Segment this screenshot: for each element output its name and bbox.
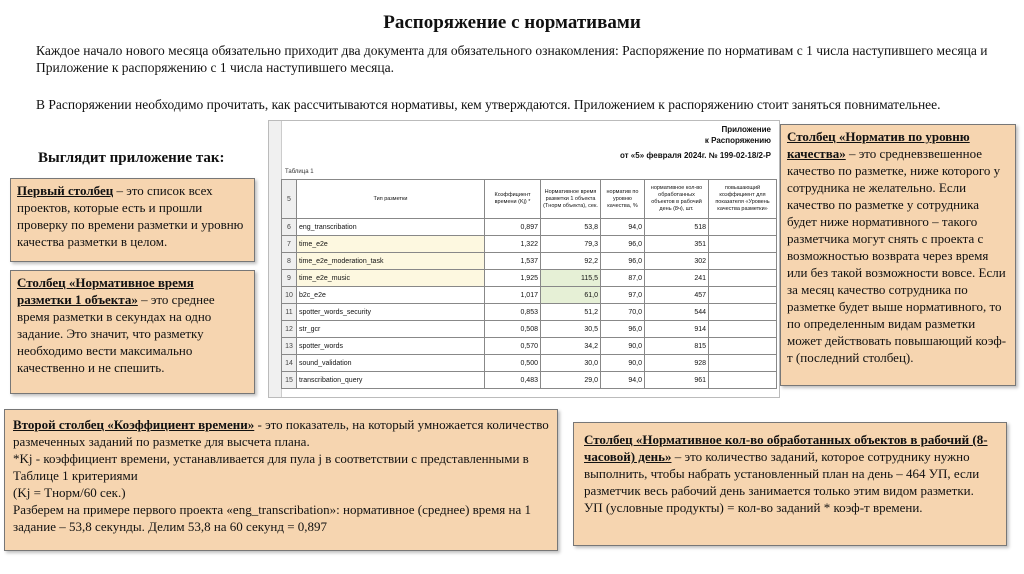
cell-markup-type: spotter_words	[297, 338, 485, 355]
row-number: 8	[282, 253, 297, 270]
cell-quality: 94,0	[601, 219, 645, 236]
row-number: 15	[282, 372, 297, 389]
time-coefficient-note	[4, 409, 558, 551]
cell-daily-count: 961	[645, 372, 709, 389]
cell-norm-time: 79,3	[541, 236, 601, 253]
cell-markup-type: eng_transcribation	[297, 219, 485, 236]
cell-norm-time: 53,8	[541, 219, 601, 236]
cell-daily-count: 302	[645, 253, 709, 270]
table-row	[282, 236, 777, 253]
cell-daily-count: 351	[645, 236, 709, 253]
looks-like-label: Выглядит приложение так:	[38, 150, 225, 166]
cell-quality: 70,0	[601, 304, 645, 321]
table-row	[282, 270, 777, 287]
cell-daily-count: 914	[645, 321, 709, 338]
cell-quality: 87,0	[601, 270, 645, 287]
table-row	[282, 219, 777, 236]
norm-time-note	[10, 270, 255, 394]
cell-markup-type: time_e2e	[297, 236, 485, 253]
row-number: 5	[282, 180, 297, 219]
norms-table	[281, 179, 777, 389]
cell-coefficient: 1,322	[485, 236, 541, 253]
cell-bonus-coef	[709, 236, 777, 253]
cell-bonus-coef	[709, 321, 777, 338]
cell-coefficient: 0,483	[485, 372, 541, 389]
cell-quality: 90,0	[601, 355, 645, 372]
table-caption: Таблица 1	[285, 169, 314, 175]
cell-quality: 90,0	[601, 338, 645, 355]
appendix-header-line-3: от «5» февраля 2024г. № 199-02-18/2-Р	[619, 151, 771, 160]
appendix-header-line-2: к Распоряжению	[704, 136, 771, 145]
col-header: Нормативное время разметки 1 объекта (Тнорм объекта), сек.	[541, 180, 601, 219]
appendix-header-line-1: Приложение	[721, 125, 771, 134]
cell-norm-time: 30,5	[541, 321, 601, 338]
note-heading: Второй столбец «Коэффициент времени»	[13, 417, 255, 432]
cell-quality: 96,0	[601, 321, 645, 338]
note-heading: Первый столбец	[17, 183, 114, 198]
cell-daily-count: 457	[645, 287, 709, 304]
cell-bonus-coef	[709, 372, 777, 389]
cell-coefficient: 1,537	[485, 253, 541, 270]
note-text: УП (условные продукты) = кол-во заданий * коэф-т времени.	[584, 500, 923, 515]
table-row	[282, 304, 777, 321]
cell-daily-count: 518	[645, 219, 709, 236]
col-header: нормативное кол-во обработанных объектов в рабочий день (8ч), шт.	[645, 180, 709, 219]
note-text: (Kj = Тнорм/60 сек.)	[13, 485, 126, 500]
row-number: 12	[282, 321, 297, 338]
cell-norm-time: 29,0	[541, 372, 601, 389]
col-header: Тип разметки	[297, 180, 485, 219]
first-column-note	[10, 178, 255, 262]
note-text: Разберем на примере первого проекта «eng_transcribation»: нормативное (среднее) время на 1 задание – 53,8 секунды. Делим 53,8 на 60 секунд = 0,897	[13, 502, 532, 534]
cell-quality: 97,0	[601, 287, 645, 304]
cell-bonus-coef	[709, 304, 777, 321]
cell-markup-type: b2c_e2e	[297, 287, 485, 304]
cell-daily-count: 815	[645, 338, 709, 355]
cell-quality: 96,0	[601, 253, 645, 270]
cell-bonus-coef	[709, 253, 777, 270]
table-row	[282, 355, 777, 372]
cell-daily-count: 544	[645, 304, 709, 321]
cell-coefficient: 0,570	[485, 338, 541, 355]
cell-bonus-coef	[709, 219, 777, 236]
cell-quality: 96,0	[601, 236, 645, 253]
quality-norm-note	[780, 124, 1016, 386]
col-header: норматив по уровню качества, %	[601, 180, 645, 219]
cell-bonus-coef	[709, 338, 777, 355]
cell-markup-type: str_gcr	[297, 321, 485, 338]
cell-coefficient: 1,017	[485, 287, 541, 304]
cell-markup-type: transcribation_query	[297, 372, 485, 389]
table-row	[282, 372, 777, 389]
note-text: - это показатель, на который умножается количество размеченных заданий по разметке для высчета плана.	[13, 417, 549, 449]
table-row	[282, 253, 777, 270]
cell-coefficient: 0,897	[485, 219, 541, 236]
cell-norm-time: 92,2	[541, 253, 601, 270]
cell-norm-time: 34,2	[541, 338, 601, 355]
cell-daily-count: 241	[645, 270, 709, 287]
cell-coefficient: 0,508	[485, 321, 541, 338]
note-heading: Столбец «Нормативное кол-во обработанных объектов в рабочий (8-часовой) день»	[584, 432, 988, 464]
table-header-row	[282, 180, 777, 219]
note-text: *Kj - коэффициент времени, устанавливается для пула j в соответствии с представленными в Таблице 1 критериями	[13, 451, 529, 483]
cell-markup-type: time_e2e_music	[297, 270, 485, 287]
table-row	[282, 321, 777, 338]
note-text: – это среднее время разметки в секундах на одно задание. Это значит, что разметку необходимо вести максимально качественно и не спешить.	[17, 292, 215, 375]
intro-paragraph-1: Каждое начало нового месяца обязательно приходит два документа для обязательного ознакомления: Распоряжение по нормативам с 1 числа наступившего месяца и Приложение к распоряжению с 1 числа наступившего месяца.	[36, 43, 988, 75]
col-header: повышающий коэффициент для показателя «Уровень качества разметки»	[709, 180, 777, 219]
cell-coefficient: 0,500	[485, 355, 541, 372]
cell-norm-time: 51,2	[541, 304, 601, 321]
note-text: – это количество заданий, которое сотруднику нужно выполнить, чтобы набрать установленный план на день – 464 УП, если разметчик весь рабочий день занимается только этим видом разметки.	[584, 449, 980, 498]
cell-bonus-coef	[709, 355, 777, 372]
cell-coefficient: 0,853	[485, 304, 541, 321]
cell-bonus-coef	[709, 287, 777, 304]
daily-count-note	[573, 422, 1007, 546]
note-text: – это средневзвешенное качество по разметке, ниже которого у сотрудника не желательно. Если качество по разметке у сотрудника будет ниже нормативного – такого разметчика могут снять с проекта с возможностью возврата через время или без такой возможности вовсе. Если за месяц качество сотрудника по разметке будет выше нормативного, то по определенным видам разметки может действовать повышающий коэф-т (последний столбец).	[787, 146, 1007, 365]
cell-bonus-coef	[709, 270, 777, 287]
cell-markup-type: spotter_words_security	[297, 304, 485, 321]
table-row	[282, 338, 777, 355]
row-number: 11	[282, 304, 297, 321]
appendix-table-image	[268, 120, 780, 398]
row-number: 9	[282, 270, 297, 287]
row-number: 7	[282, 236, 297, 253]
row-number: 10	[282, 287, 297, 304]
cell-quality: 94,0	[601, 372, 645, 389]
note-text: – это список всех проектов, которые есть и прошли проверку по времени разметки и уровню качества разметки в целом.	[17, 183, 244, 249]
page-title: Распоряжение с нормативами	[383, 12, 641, 33]
cell-norm-time: 61,0	[541, 287, 601, 304]
cell-norm-time: 30,0	[541, 355, 601, 372]
cell-daily-count: 928	[645, 355, 709, 372]
row-number: 6	[282, 219, 297, 236]
row-number: 14	[282, 355, 297, 372]
cell-coefficient: 1,925	[485, 270, 541, 287]
note-heading: Столбец «Нормативное время разметки 1 объекта»	[17, 275, 194, 307]
cell-markup-type: time_e2e_moderation_task	[297, 253, 485, 270]
col-header: Коэффициент времени (Kj) *	[485, 180, 541, 219]
cell-markup-type: sound_validation	[297, 355, 485, 372]
table-row	[282, 287, 777, 304]
cell-norm-time: 115,5	[541, 270, 601, 287]
row-number: 13	[282, 338, 297, 355]
note-heading: Столбец «Норматив по уровню качества»	[787, 129, 970, 161]
intro-paragraph-2: В Распоряжении необходимо прочитать, как рассчитываются нормативы, кем утверждаются. Приложением к распоряжению стоит заняться повнимательнее.	[36, 97, 941, 112]
